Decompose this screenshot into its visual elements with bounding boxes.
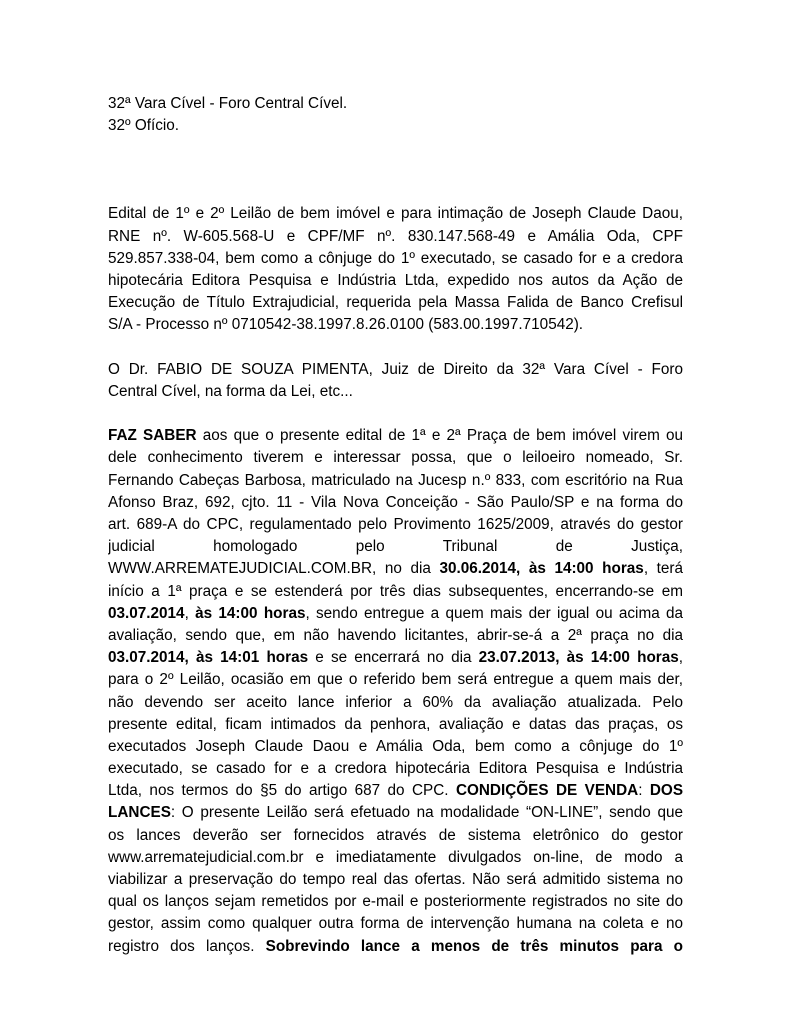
text-line: Edital de 1º e 2º Leilão de bem imóvel e para intimação de Joseph Claude Daou,	[108, 205, 683, 223]
spacer	[108, 403, 683, 425]
office-heading: 32º Ofício.	[108, 117, 180, 135]
first-auction-end-date: 03.07.2014	[108, 604, 185, 622]
text-line: Central Cível, na forma da Lei, etc...	[108, 382, 353, 400]
first-auction-end-time: às 14:00 horas	[195, 604, 306, 622]
text-line: www.arrematejudicial.com.br e imediatamente divulgados on-line, de modo a	[108, 848, 683, 866]
text-line: 03.07.2014, às 14:00 horas, sendo entregue a quem mais der igual ou acima da	[108, 604, 683, 622]
text-line: judicial homologado pelo Tribunal de Justiça,	[108, 538, 683, 556]
judge-paragraph	[108, 359, 683, 403]
text-line: executado, se casado for e a credora hipotecária Editora Pesquisa e Indústria	[108, 760, 683, 778]
text-line: Ltda, nos termos do §5 do artigo 687 do CPC. CONDIÇÕES DE VENDA: DOS	[108, 782, 683, 800]
text-line: registro dos lanços. Sobrevindo lance a menos de três minutos para o	[108, 937, 683, 955]
text-line: não devendo ser aceito lance inferior a 60% da avaliação atualizada. Pelo	[108, 693, 683, 711]
text-line: O Dr. FABIO DE SOUZA PIMENTA, Juiz de Direito da 32ª Vara Cível - Foro	[108, 360, 683, 378]
text-line: hipotecária Editora Pesquisa e Indústria Ltda, expedido nos autos da Ação de	[108, 271, 683, 289]
second-auction-end: 23.07.2013, às 14:00 horas	[478, 649, 679, 667]
first-auction-date: 30.06.2014, às 14:00 horas	[439, 560, 644, 578]
text-line: executados Joseph Claude Daou e Amália Oda, bem como a cônjuge do 1º	[108, 737, 683, 755]
text-line: FAZ SABER aos que o presente edital de 1ª e 2ª Praça de bem imóvel virem ou	[108, 427, 683, 445]
text-line: qual os lanços sejam remetidos por e-mail e posteriormente registrados no site do	[108, 893, 683, 911]
sale-conditions-heading: CONDIÇÕES DE VENDA	[455, 782, 639, 800]
text-line: presente edital, ficam intimados da penhora, avaliação e datas das praças, os	[108, 715, 683, 733]
second-auction-start: 03.07.2014, às 14:01 horas	[108, 649, 309, 667]
spacer	[108, 137, 683, 203]
text-line: Execução de Título Extrajudicial, requerida pela Massa Falida de Banco Crefisul	[108, 294, 683, 312]
text-line: avaliação, sendo que, em não havendo licitantes, abrir-se-á a 2ª praça no dia	[108, 626, 683, 644]
spacer	[108, 337, 683, 359]
text-line: LANCES: O presente Leilão será efetuado na modalidade “ON-LINE”, sendo que	[108, 804, 683, 822]
text-line: 529.857.338-04, bem como a cônjuge do 1º executado, se casado for e a credora	[108, 249, 683, 267]
bids-heading-part2: LANCES	[108, 804, 171, 822]
text-line: S/A - Processo nº 0710542-38.1997.8.26.0100 (583.00.1997.710542).	[108, 316, 584, 334]
bids-heading-part1: DOS	[649, 782, 683, 800]
text-line: 03.07.2014, às 14:01 horas e se encerrará no dia 23.07.2013, às 14:00 horas,	[108, 649, 683, 667]
text-line: dele conhecimento tiverem e interessar possa, que o leiloeiro nomeado, Sr.	[108, 449, 683, 467]
text-line: gestor, assim como qualquer outra forma de intervenção humana na coleta e no	[108, 915, 683, 933]
text-line: art. 689-A do CPC, regulamentado pelo Provimento 1625/2009, através do gestor	[108, 516, 683, 533]
bold-clause: Sobrevindo lance a menos de três minutos para o	[265, 937, 683, 955]
text-line: os lances deverão ser fornecidos através de sistema eletrônico do gestor	[108, 826, 683, 844]
court-heading: 32ª Vara Cível - Foro Central Cível.	[108, 95, 348, 112]
intro-paragraph	[108, 203, 683, 336]
text-line: para o 2º Leilão, ocasião em que o referido bem será entregue a quem mais der,	[108, 671, 683, 689]
text-line: WWW.ARREMATEJUDICIAL.COM.BR, no dia 30.06.2014, às 14:00 horas, terá	[108, 560, 683, 578]
text-line: Afonso Braz, 692, cjto. 11 - Vila Nova Conceição - São Paulo/SP e na forma do	[108, 493, 683, 511]
text-line: RNE nº. W-605.568-U e CPF/MF nº. 830.147.568-49 e Amália Oda, CPF	[108, 227, 683, 245]
document-page	[108, 93, 683, 958]
faz-saber-label: FAZ SABER	[108, 427, 197, 445]
text-line: viabilizar a preservação do tempo real das ofertas. Não será admitido sistema no	[108, 871, 683, 888]
text-line: início a 1ª praça e se estenderá por três dias subsequentes, encerrando-se em	[108, 582, 683, 600]
text-line: Fernando Cabeças Barbosa, matriculado na Jucesp n.º 833, com escritório na Rua	[108, 471, 683, 489]
faz-saber-paragraph	[108, 425, 683, 958]
